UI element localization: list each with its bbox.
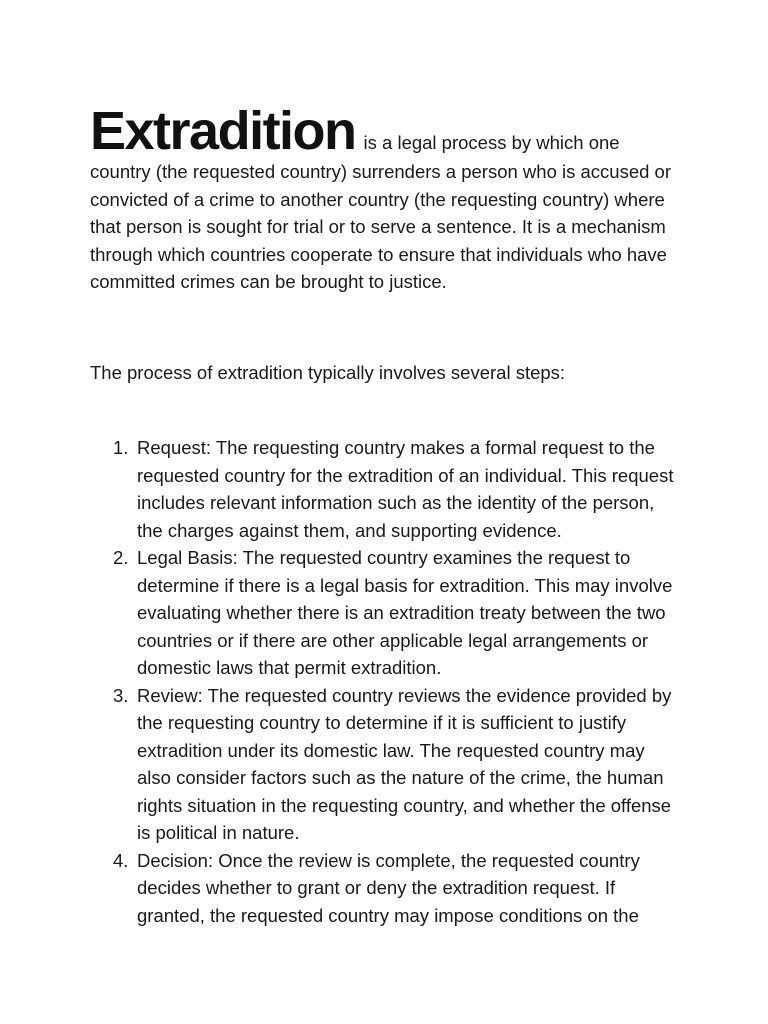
document-headword: Extradition bbox=[90, 101, 356, 161]
list-item-decision bbox=[113, 847, 678, 930]
steps-list bbox=[90, 434, 678, 929]
list-number: 1. bbox=[113, 437, 129, 458]
list-item-request bbox=[113, 434, 678, 544]
list-item-text: Request: The requesting country makes a formal request to the requested country for the extradition of an individual. This request includes relevant information such as the identity of the person, the charges against them, and supporting evidence. bbox=[137, 437, 674, 541]
intro-paragraph bbox=[90, 101, 678, 296]
list-item-review bbox=[113, 682, 678, 847]
intro-text: is a legal process by which one country (the requested country) surrenders a person who is accused or convicted of a crime to another country (the requesting country) where that person is sought for trial or to serve a sentence. It is a mechanism through which countries cooperate to ensure that individuals who have committed crimes can be brought to justice. bbox=[90, 132, 671, 292]
list-number: 3. bbox=[113, 684, 129, 706]
list-item-text: Legal Basis: The requested country examines the request to determine if there is a legal basis for extradition. This may involve evaluating whether there is an extradition treaty between the two countries or if there are other applicable legal arrangements or domestic laws that permit extradition. bbox=[137, 547, 673, 678]
list-item-text: Review: The requested country reviews the evidence provided by the requesting country to determine if it is sufficient to justify extradition under its domestic law. The requested country may also consider factors such as the nature of the crime, the human rights situation in the requesting country, and whether the offense is political in nature. bbox=[137, 684, 672, 843]
list-number: 4. bbox=[113, 849, 129, 871]
list-item-legal-basis bbox=[113, 544, 678, 682]
list-item-text: Decision: Once the review is complete, the requested country decides whether to grant or deny the extradition request. If granted, the requested country may impose conditions on the bbox=[137, 849, 640, 926]
steps-intro-paragraph: The process of extradition typically involves several steps: bbox=[90, 361, 566, 383]
list-number: 2. bbox=[113, 547, 129, 568]
